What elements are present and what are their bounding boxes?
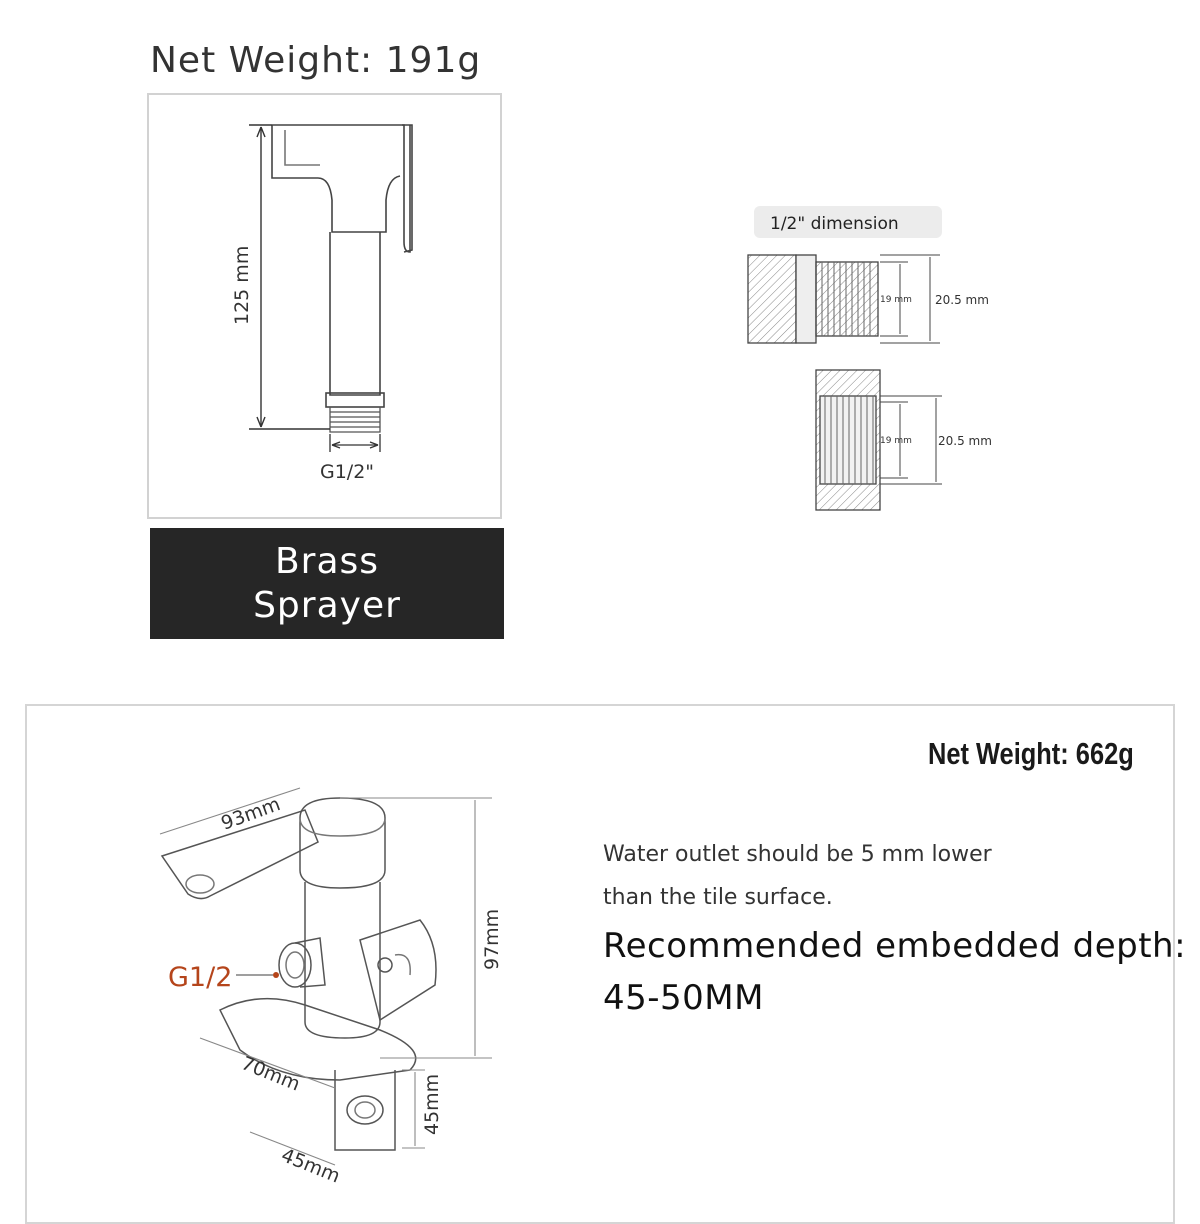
valve-body <box>305 882 380 1038</box>
sprayer-label-line2: Sprayer <box>253 584 401 626</box>
sprayer-label-line1: Brass <box>274 540 380 582</box>
sprayer-head-outline <box>272 125 410 252</box>
sprayer-thread-label: G1/2" <box>320 461 375 483</box>
sprayer-net-weight: Net Weight: 191g <box>150 40 482 81</box>
valve-note-line1: Water outlet should be 5 mm lower <box>603 842 992 867</box>
sprayer-thread-dimension <box>330 434 380 452</box>
valve-holder <box>360 920 436 1020</box>
male-inner-dim: 19 mm <box>880 295 912 305</box>
female-outer-dim: 20.5 mm <box>938 434 992 448</box>
valve-dim-base: 70mm <box>238 1052 304 1096</box>
valve-drawing <box>140 770 520 1190</box>
male-thread-fitting <box>748 255 878 343</box>
valve-dim-handle: 93mm <box>218 793 284 835</box>
sprayer-head-inner <box>285 130 320 165</box>
female-thread-fitting <box>816 370 880 510</box>
valve-depth-line1: Recommended embedded depth: <box>603 926 1187 966</box>
valve-inlet <box>279 938 325 987</box>
sprayer-drawing <box>0 0 520 520</box>
valve-dim-bottom-height: 45mm <box>421 1073 443 1135</box>
valve-lever-tip <box>186 875 214 893</box>
female-inner-dim: 19 mm <box>880 436 912 446</box>
valve-knob <box>300 798 385 888</box>
valve-depth-line2: 45-50MM <box>603 978 764 1018</box>
sprayer-label-box <box>150 528 504 639</box>
male-outer-dim: 20.5 mm <box>935 293 989 307</box>
valve-outlet <box>335 1070 395 1150</box>
valve-net-weight: Net Weight: 662g <box>928 736 1134 771</box>
thread-title: 1/2" dimension <box>770 214 899 234</box>
thread-detail-drawing <box>730 200 1020 520</box>
valve-inlet-dot <box>273 972 279 978</box>
valve-dim-height: 97mm <box>481 908 503 970</box>
valve-dim-bottom-width: 45mm <box>278 1144 344 1188</box>
valve-note-line2: than the tile surface. <box>603 885 833 910</box>
sprayer-height-label: 125 mm <box>231 245 253 325</box>
valve-dim-inlet: G1/2 <box>168 962 233 993</box>
sprayer-threads <box>330 407 380 432</box>
sprayer-handle <box>330 232 380 395</box>
sprayer-height-dimension <box>249 125 330 429</box>
sprayer-head-body <box>272 125 400 232</box>
